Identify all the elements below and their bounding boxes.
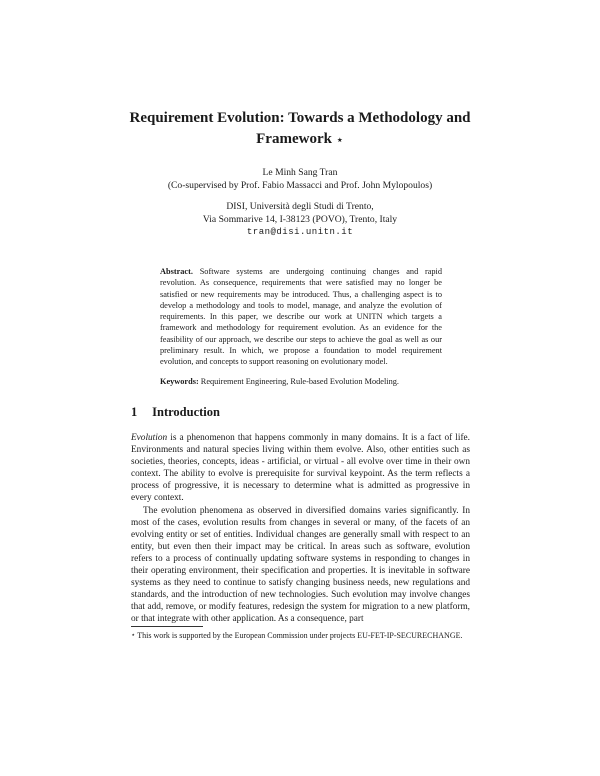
footnote-text: This work is supported by the European Commission under projects EU-FET-IP-SECURECHANGE.: [137, 631, 463, 640]
author-name: Le Minh Sang Tran: [262, 167, 338, 178]
footnote-mark: ⋆: [131, 631, 136, 639]
footnote-rule: [131, 626, 203, 627]
paragraph-1-text: is a phenomenon that happens commonly in many domains. It is a fact of life. Environments and natural species living within them evolve. Also, other entities such as societies, theories, concepts, ideas - artificial, or virtual - all evolve over time in their own context. The ability to evolve is prerequisite for survival keypoint. As the term reflects a process of progressive, it is necessary to determine what is admitted as progressive in every context.: [131, 433, 470, 504]
keywords: [160, 376, 442, 387]
keywords-text: Requirement Engineering, Rule-based Evolution Modeling.: [200, 377, 399, 386]
title-footnote-mark: ⋆: [335, 132, 344, 147]
section-number: 1: [131, 405, 138, 419]
author-email: tran@disi.unitn.it: [246, 227, 354, 237]
abstract: [160, 266, 442, 368]
section-heading: [131, 405, 220, 420]
section-title: Introduction: [152, 405, 220, 419]
paragraph-2: The evolution phenomena as observed in diversified domains varies significantly. In most of the cases, evolution results from changes in several or many, of the facets of an evolving entity or set of entities. Individual changes are generally small with respect to an entity, but even then their impact may be critical. In areas such as software, evolution refers to a process of continually updating software systems in responding to changes in their operating environment, their specification and properties. It is inevitable in software systems as they need to continue to satisfy changing business needs, new regulations and standards, and the introduction of new technologies. Such evolution may involve changes that add, remove, or modify features, redesign the system for migration to a new platform, or that integrate with other application. As a consequence, part: [131, 505, 470, 625]
paper-title: [100, 108, 500, 150]
title-line-2: Framework: [256, 131, 332, 147]
abstract-text: Software systems are undergoing continuing changes and rapid revolution. As consequence, requirements that were satisfied may no longer be satisfied or new requirements may be introduced. Thus, a challenging aspect is to develop a methodology and tools to model, manage, and analyze the evolution of requirements. In this paper, we describe our work at UNITN which targets a framework and methodology for requirement evolution. As an evidence for the feasibility of our approach, we describe our steps to achieve the goal as well as our preliminary result. In which, we propose a foundation to model requirement evolution, and concepts to support reasoning on evolutionary model.: [160, 267, 442, 367]
affiliation-block: [100, 200, 500, 239]
author-block: [100, 166, 500, 192]
keywords-label: Keywords:: [160, 377, 199, 386]
title-line-1: Requirement Evolution: Towards a Methodology and: [129, 110, 471, 126]
section-body: [131, 432, 470, 626]
affiliation-line-2: Via Sommarive 14, I-38123 (POVO), Trento, Italy: [202, 214, 398, 225]
abstract-label: Abstract.: [160, 267, 193, 276]
paragraph-1-lead: Evolution: [131, 433, 168, 443]
footnote: [131, 630, 470, 641]
paragraph-1: [131, 432, 470, 505]
affiliation-line-1: DISI, Università degli Studi di Trento,: [226, 201, 374, 212]
supervisors: (Co-supervised by Prof. Fabio Massacci and Prof. John Mylopoulos): [167, 180, 433, 191]
